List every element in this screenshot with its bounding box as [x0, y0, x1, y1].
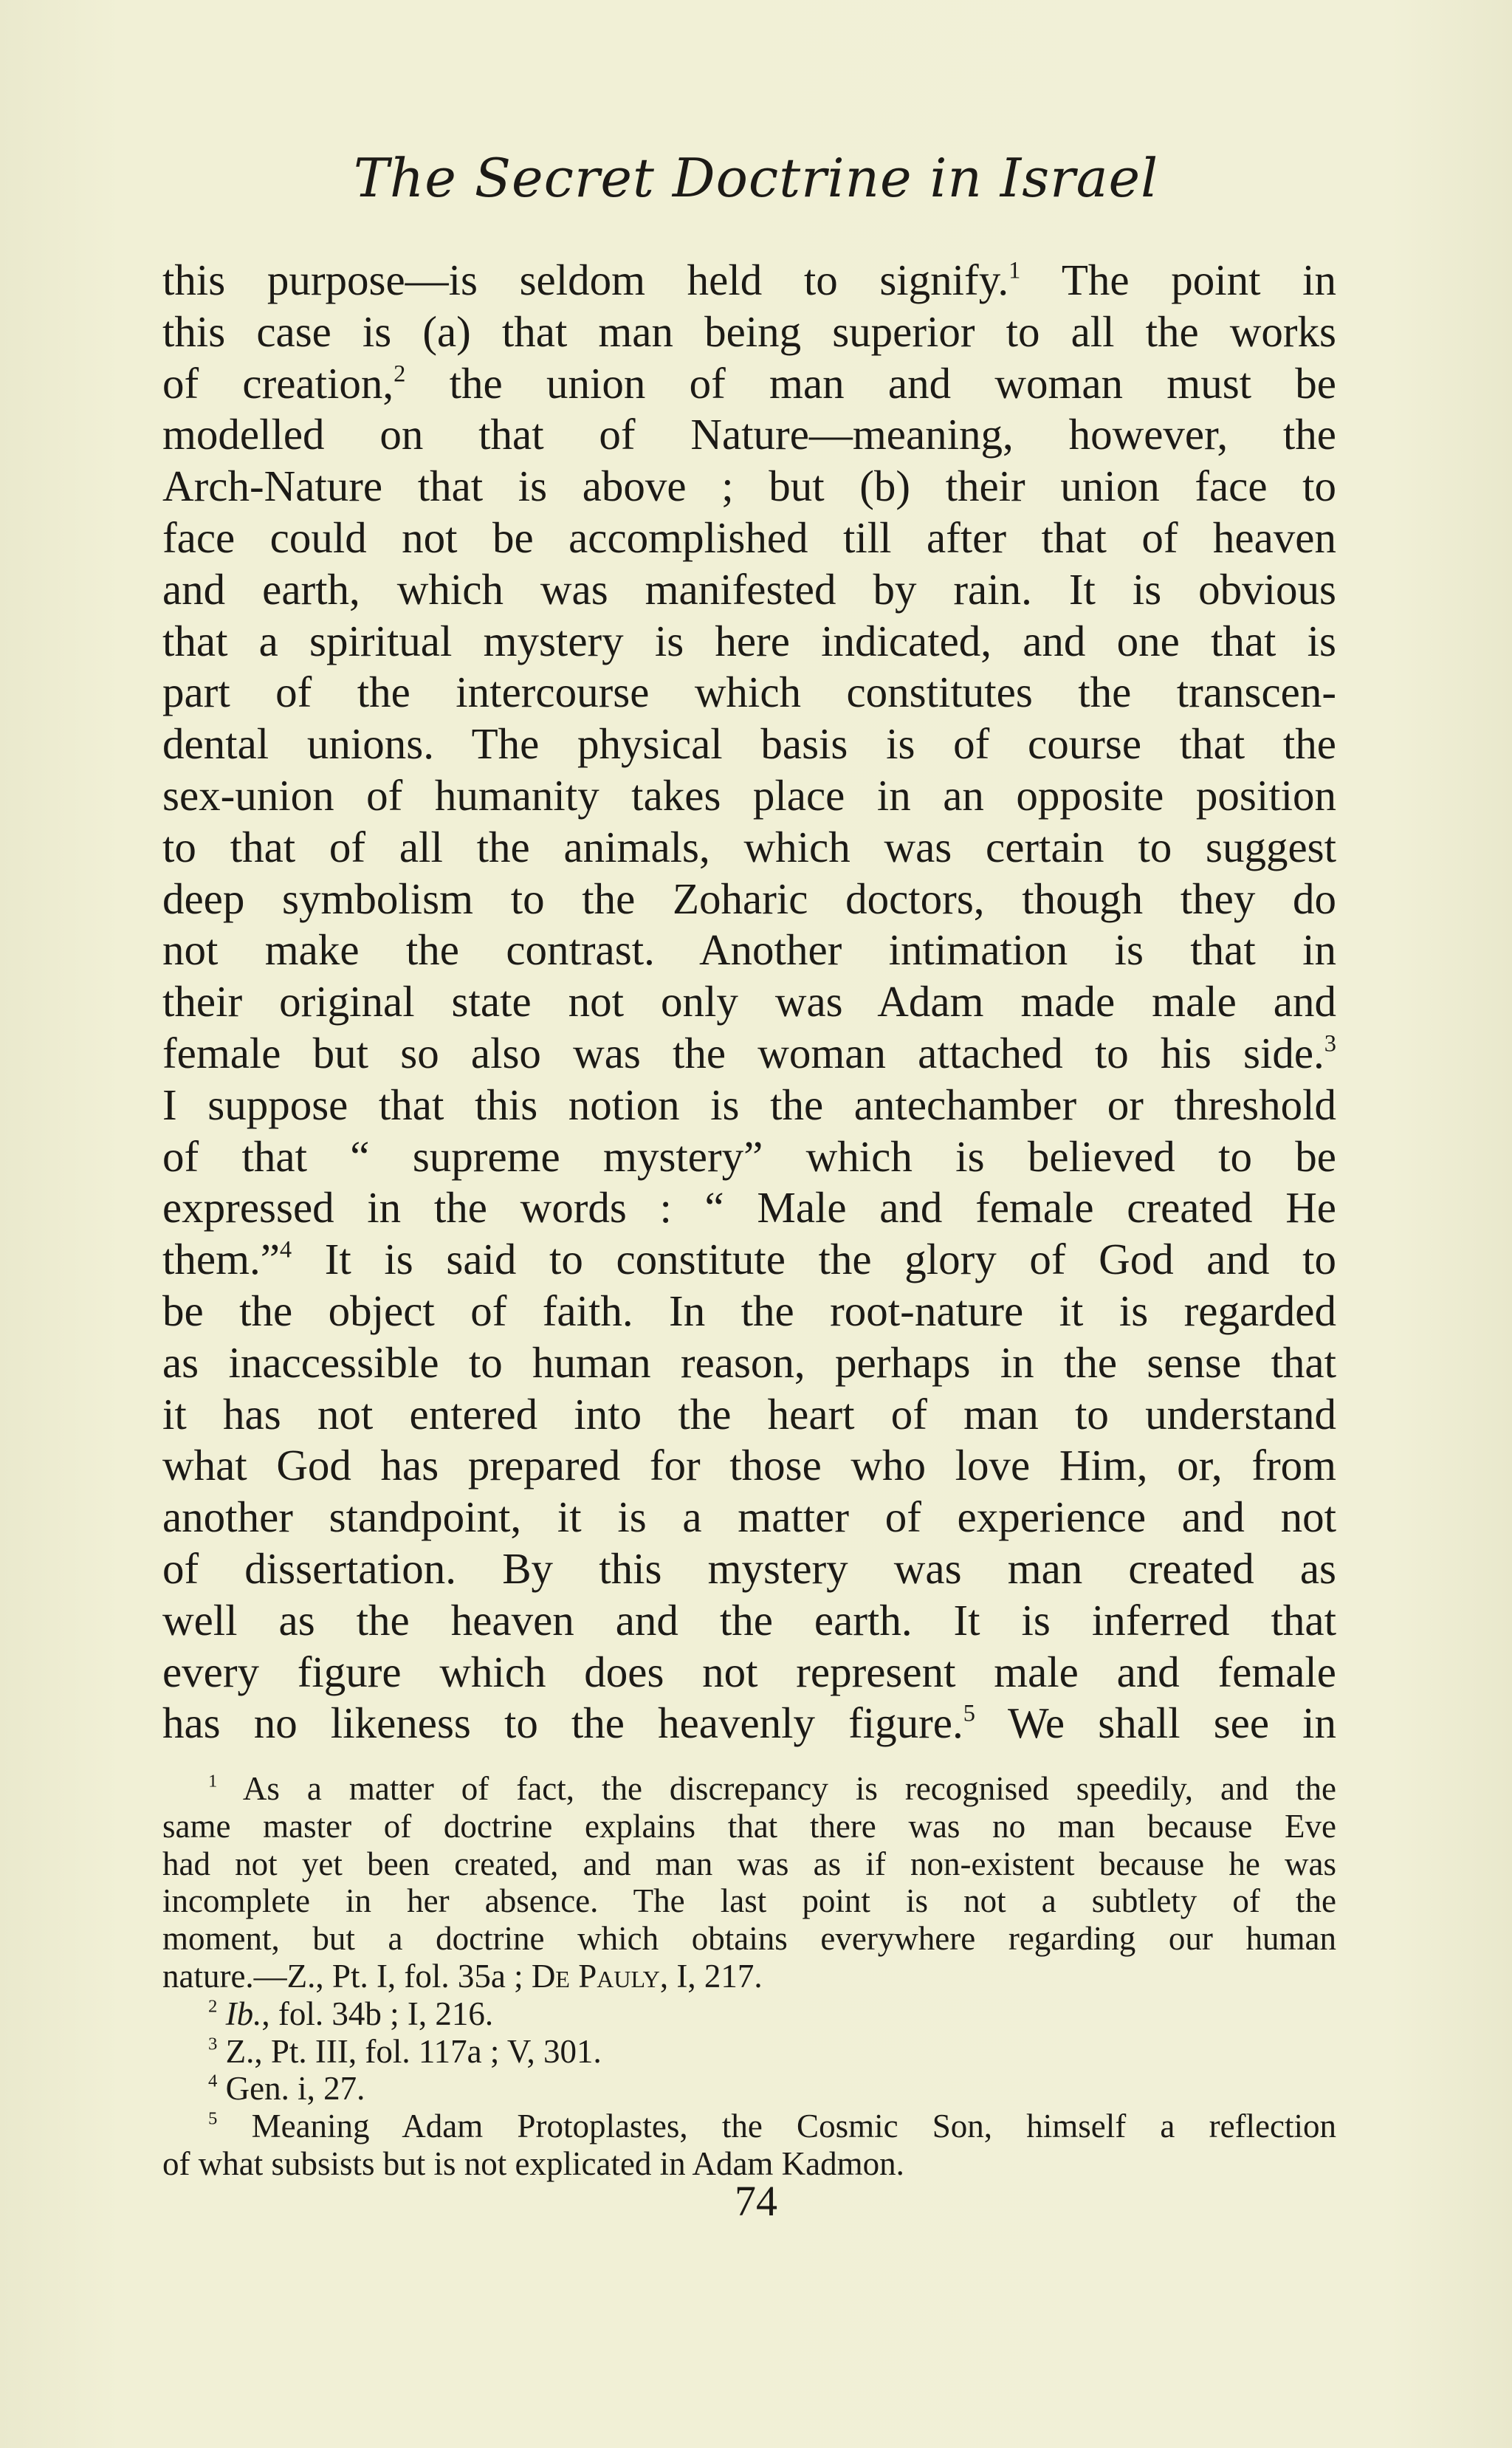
- footnote-1-line: nature.—Z., Pt. I, fol. 35a ; De Pauly, I, 217.: [162, 1957, 763, 1995]
- text-line: every figure which does not represent male and female: [162, 1647, 1336, 1696]
- text-line: dental unions. The physical basis is of course that the: [162, 719, 1336, 769]
- footnote-ref: 4: [279, 1236, 292, 1264]
- text-line: part of the intercourse which constitutes the transcen-: [162, 668, 1336, 717]
- footnote-marker: 4: [208, 2071, 218, 2092]
- text-line: that a spiritual mystery is here indicated, and one that is: [162, 616, 1336, 665]
- body-text: [162, 255, 1336, 1749]
- footnote-3: $^3$ Z., Pt. III, fol. 117a ; V, 301.: [208, 2032, 602, 2070]
- footnote-1-line: moment, but a doctrine which obtains everywhere regarding our human: [162, 1920, 1336, 1958]
- footnote-marker: 1: [208, 1771, 218, 1792]
- ibid: Ib.: [225, 1995, 262, 2032]
- footnote-5-line: of what subsists but is not explicated in Adam Kadmon.: [162, 2144, 904, 2182]
- text-line: Arch-Nature that is above ; but (b) their union face to: [162, 462, 1336, 511]
- text-line: their original state not only was Adam made male and: [162, 977, 1336, 1026]
- footnote-1-line: incomplete in her absence. The last point is not a subtlety of the: [162, 1882, 1336, 1920]
- footnote-ref: 3: [1324, 1030, 1336, 1057]
- text-line: well as the heaven and the earth. It is inferred that: [162, 1595, 1336, 1645]
- text-line: modelled on that of Nature—meaning, however, the: [162, 410, 1336, 459]
- footnote-ref: 5: [963, 1700, 975, 1727]
- text-line: deep symbolism to the Zoharic doctors, though they do: [162, 874, 1336, 923]
- text-line: and earth, which was manifested by rain. It is obvious: [162, 564, 1336, 614]
- footnote-marker: 5: [208, 2108, 218, 2129]
- page-number: 74: [735, 2177, 777, 2225]
- text-line: to that of all the animals, which was certain to suggest: [162, 822, 1336, 871]
- text-line: them.”$^4$ It is said to constitute the glory of God and to: [162, 1235, 1336, 1284]
- text-line: not make the contrast. Another intimation is that in: [162, 925, 1336, 975]
- footnote-1-line: same master of doctrine explains that there was no man because Eve: [162, 1807, 1336, 1845]
- text-line: face could not be accomplished till after that of heaven: [162, 512, 1336, 562]
- text-line: this case is (a) that man being superior to all the works: [162, 306, 1336, 356]
- text-line: it has not entered into the heart of man to understand: [162, 1389, 1336, 1439]
- footnote-marker: 3: [208, 2034, 218, 2054]
- text-line: of that “ supreme mystery” which is believed to be: [162, 1131, 1336, 1181]
- footnote-1-line: had not yet been created, and man was as if non-existent because he was: [162, 1845, 1336, 1882]
- text-line: this purpose—is seldom held to signify.$^1$ The point in: [162, 256, 1337, 304]
- footnote-ref: 1: [1008, 257, 1021, 284]
- text-line: expressed in the words : “ Male and female created He: [162, 1183, 1336, 1232]
- footnotes: [162, 1770, 1336, 2183]
- text-line: what God has prepared for those who love Him, or, from: [162, 1441, 1336, 1490]
- text-line: has no likeness to the heavenly figure.$^5$ We shall see in: [162, 1698, 1337, 1748]
- text-line: of creation,$^2$ the union of man and woman must be: [162, 358, 1336, 408]
- text-line: of dissertation. By this mystery was man created as: [162, 1543, 1336, 1593]
- text-line: be the object of faith. In the root-nature it is regarded: [162, 1286, 1336, 1335]
- text-line: as inaccessible to human reason, perhaps in the sense that: [162, 1337, 1336, 1387]
- footnote-1-line: $^1$ As a matter of fact, the discrepancy is recognised speedily, and the: [208, 1770, 1336, 1807]
- running-head: The Secret Doctrine in Israel: [353, 147, 1159, 209]
- footnote-4: $^4$ Gen. i, 27.: [208, 2070, 365, 2108]
- text-line: female but so also was the woman attached to his side.$^3$: [162, 1028, 1336, 1077]
- footnote-marker: 2: [208, 1996, 218, 2017]
- text-line: sex-union of humanity takes place in an opposite position: [162, 770, 1336, 820]
- footnote-2: $^2$ Ib., fol. 34b ; I, 216.: [208, 1995, 494, 2032]
- footnote-author: De Pauly: [531, 1957, 660, 1995]
- footnote-5-line: $^5$ Meaning Adam Protoplastes, the Cosmic Son, himself a reflection: [208, 2108, 1336, 2145]
- text-line: I suppose that this notion is the antechamber or threshold: [162, 1080, 1336, 1129]
- text-line: another standpoint, it is a matter of experience and not: [162, 1492, 1336, 1542]
- footnote-ref: 2: [394, 360, 406, 387]
